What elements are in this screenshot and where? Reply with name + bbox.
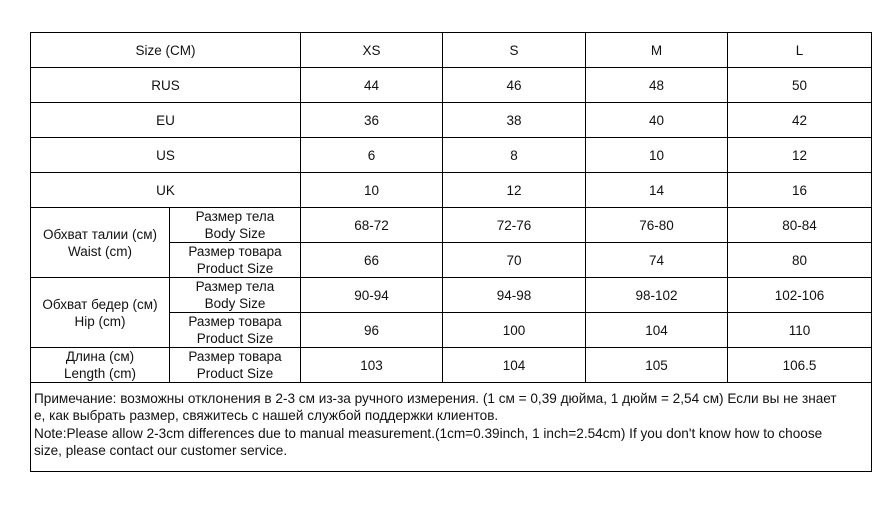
length-label-en: Length (cm) [63, 366, 137, 381]
cell-value: 102-106 [728, 278, 872, 313]
product-size-label-en: Product Size [196, 366, 274, 381]
table-row-waist-body [31, 208, 872, 243]
cell-value: 48 [586, 68, 728, 103]
body-size-label-en: Body Size [204, 226, 266, 241]
waist-label-ru: Обхват талии (см) [43, 226, 157, 242]
table-row-length-product [31, 348, 872, 383]
cell-value: 80 [728, 243, 872, 278]
row-label-uk: UK [31, 173, 301, 208]
cell-value: 94-98 [443, 278, 586, 313]
hip-label [31, 278, 170, 348]
cell-value: 10 [586, 138, 728, 173]
cell-value: 10 [301, 173, 443, 208]
cell-value: 104 [586, 313, 728, 348]
cell-value: 104 [443, 348, 586, 383]
cell-value: 6 [301, 138, 443, 173]
cell-value: 72-76 [443, 208, 586, 243]
cell-value: 44 [301, 68, 443, 103]
cell-value: 12 [728, 138, 872, 173]
row-label-rus: RUS [31, 68, 301, 103]
cell-value: 36 [301, 103, 443, 138]
cell-value: 96 [301, 313, 443, 348]
waist-body-size-label [170, 208, 301, 243]
waist-label-en: Waist (cm) [68, 243, 132, 259]
size-m-header: M [586, 33, 728, 68]
hip-label-en: Hip (cm) [74, 313, 126, 329]
table-row-rus [31, 68, 872, 103]
table-row-uk [31, 173, 872, 208]
cell-value: 105 [586, 348, 728, 383]
table-row-us [31, 138, 872, 173]
body-size-label-ru: Размер тела [195, 279, 275, 294]
hip-product-size-label [170, 313, 301, 348]
note-en-line-2: size, please contact our customer service. [34, 443, 288, 459]
note-ru-line-1: Примечание: возможны отклонения в 2-3 см из-за ручного измерения. (1 см = 0,39 дюйма, 1 дюйм = 2,54 см) Если вы не знает [34, 391, 837, 406]
body-size-label-en: Body Size [204, 296, 266, 311]
product-size-label-en: Product Size [196, 261, 274, 276]
hip-body-size-label [170, 278, 301, 313]
cell-value: 14 [586, 173, 728, 208]
length-label-ru: Длина (см) [65, 349, 135, 364]
cell-value: 50 [728, 68, 872, 103]
table-row-hip-body [31, 278, 872, 313]
row-label-eu: EU [31, 103, 301, 138]
cell-value: 98-102 [586, 278, 728, 313]
size-chart-table [30, 32, 872, 472]
cell-value: 16 [728, 173, 872, 208]
cell-value: 100 [443, 313, 586, 348]
size-xs-header: XS [301, 33, 443, 68]
cell-value: 40 [586, 103, 728, 138]
cell-value: 42 [728, 103, 872, 138]
cell-value: 110 [728, 313, 872, 348]
body-size-label-ru: Размер тела [195, 209, 275, 224]
waist-product-size-label [170, 243, 301, 278]
cell-value: 38 [443, 103, 586, 138]
cell-value: 66 [301, 243, 443, 278]
cell-value: 8 [443, 138, 586, 173]
note-row [31, 383, 872, 472]
length-product-size-label [170, 348, 301, 383]
row-label-us: US [31, 138, 301, 173]
cell-value: 74 [586, 243, 728, 278]
header-row [31, 33, 872, 68]
cell-value: 76-80 [586, 208, 728, 243]
waist-label [31, 208, 170, 278]
product-size-label-ru: Размер товара [188, 314, 282, 329]
size-l-header: L [728, 33, 872, 68]
cell-value: 68-72 [301, 208, 443, 243]
cell-value: 106.5 [728, 348, 872, 383]
table-row-eu [31, 103, 872, 138]
cell-value: 12 [443, 173, 586, 208]
cell-value: 46 [443, 68, 586, 103]
cell-value: 70 [443, 243, 586, 278]
cell-value: 80-84 [728, 208, 872, 243]
cell-value: 90-94 [301, 278, 443, 313]
size-s-header: S [443, 33, 586, 68]
length-label [31, 348, 170, 383]
hip-label-ru: Обхват бедер (см) [42, 296, 158, 312]
product-size-label-ru: Размер товара [188, 244, 282, 259]
note-ru-line-2: е, как выбрать размер, свяжитесь с нашей службой поддержки клиентов. [34, 408, 499, 424]
product-size-label-ru: Размер товара [188, 349, 282, 364]
cell-value: 103 [301, 348, 443, 383]
note-en-line-1: Note:Please allow 2-3cm differences due to manual measurement.(1cm=0.39inch, 1 inch=2.54cm) If you don't know how to choose [34, 425, 823, 441]
header-label: Size (CM) [31, 33, 301, 68]
measurement-note [31, 383, 872, 472]
product-size-label-en: Product Size [196, 331, 274, 346]
